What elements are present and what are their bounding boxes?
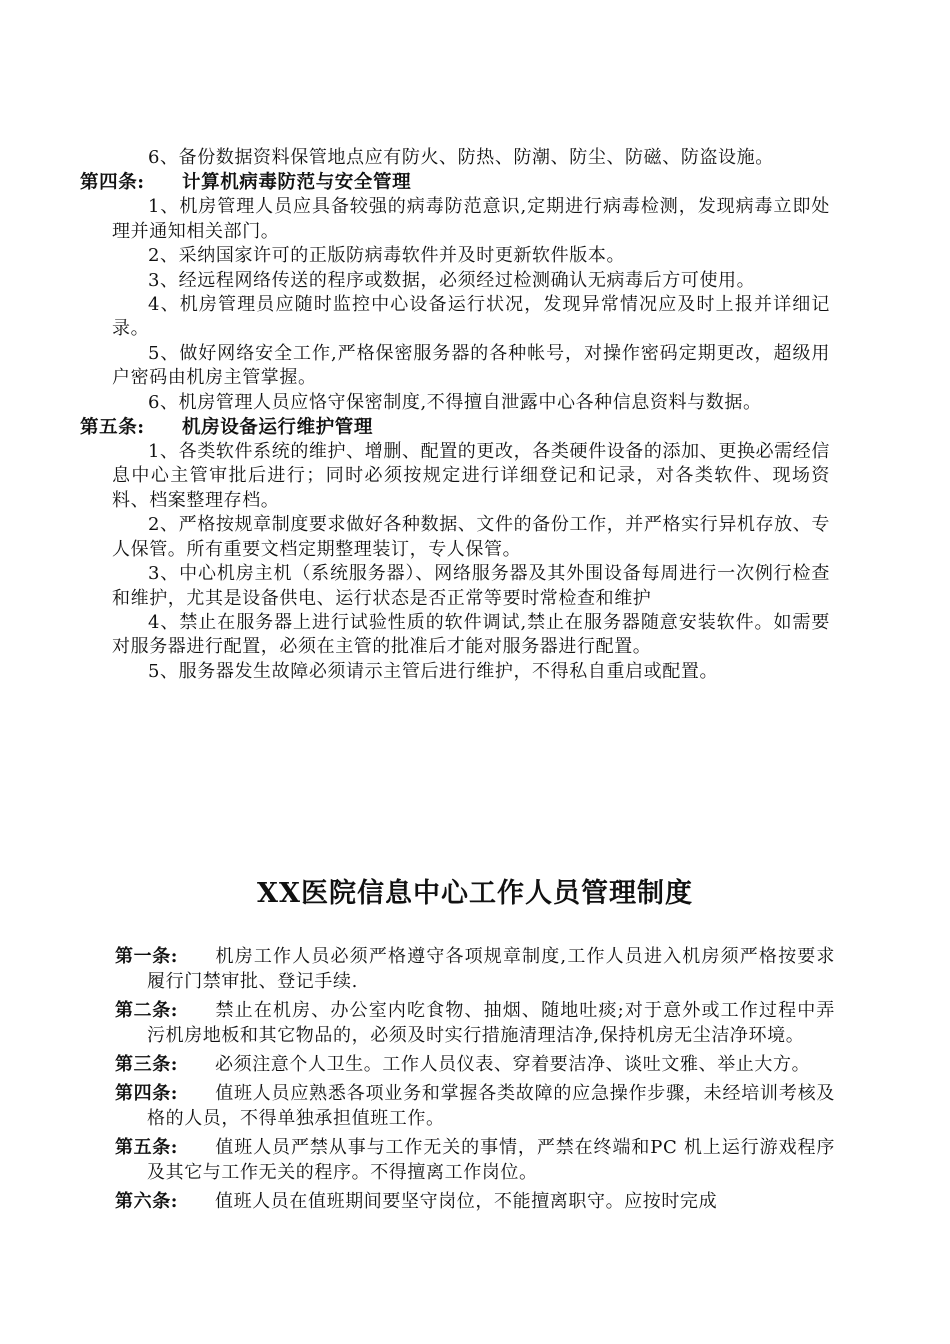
paragraph: 6、备份数据资料保管地点应有防火、防热、防潮、防尘、防磁、防盗设施。 <box>148 147 774 168</box>
list-item: 4、机房管理员应随时监控中心设备运行状况，发现异常情况应及时上报并详细记录。 <box>112 294 830 340</box>
section-rules-part1 <box>80 146 830 684</box>
article-title: 机房设备运行维护管理 <box>182 417 374 439</box>
rule-label: 第六条: <box>115 1191 179 1212</box>
rule-text: 禁止在机房、办公室内吃食物、抽烟、随地吐痰;对于意外或工作过程中弄污机房地板和其它物品的，必须及时实行措施清理洁净,保持机房无尘洁净环境。 <box>147 1000 835 1046</box>
rule-row <box>115 998 835 1048</box>
rule-row <box>115 1189 835 1214</box>
rule-text: 值班人员在值班期间要坚守岗位，不能擅离职守。应按时完成 <box>215 1191 718 1212</box>
list-item: 3、经远程网络传送的程序或数据，必须经过检测确认无病毒后方可使用。 <box>148 269 756 291</box>
rule-label: 第二条: <box>115 1000 179 1021</box>
rule-label: 第四条: <box>115 1083 179 1104</box>
rule-text: 必须注意个人卫生。工作人员仪表、穿着要洁净、谈吐文雅、举止大方。 <box>215 1054 811 1075</box>
list-item: 2、采纳国家许可的正版防病毒软件并及时更新软件版本。 <box>148 245 626 267</box>
rule-row <box>115 944 835 994</box>
rule-text: 值班人员应熟悉各项业务和掌握各类故障的应急操作步骤，未经培训考核及格的人员，不得单独承担值班工作。 <box>147 1083 835 1129</box>
rule-text: 机房工作人员必须严格遵守各项规章制度,工作人员进入机房须严格按要求履行门禁审批、登记手续. <box>147 946 835 992</box>
list-item: 3、中心机房主机（系统服务器）、网络服务器及其外围设备每周进行一次例行检查和维护，尤其是设备供电、运行状态是否正常等要时常检查和维护 <box>112 563 830 609</box>
staff-rules <box>115 944 835 1218</box>
article-label: 第四条: <box>80 172 145 194</box>
document-title: XX医院信息中心工作人员管理制度 <box>257 878 693 909</box>
list-item: 6、机房管理人员应恪守保密制度,不得擅自泄露中心各种信息资料与数据。 <box>148 391 762 413</box>
rule-row <box>115 1052 835 1077</box>
rule-row <box>115 1135 835 1185</box>
article-label: 第五条: <box>80 417 145 439</box>
list-item: 1、机房管理人员应具备较强的病毒防范意识,定期进行病毒检测，发现病毒立即处理并通知相关部门。 <box>112 196 830 242</box>
rule-label: 第一条: <box>115 946 179 967</box>
rule-label: 第三条: <box>115 1054 179 1075</box>
list-item: 1、各类软件系统的维护、增删、配置的更改，各类硬件设备的添加、更换必需经信息中心主管审批后进行；同时必须按规定进行详细登记和记录，对各类软件、现场资料、档案整理存档。 <box>112 441 830 511</box>
rule-text: 值班人员严禁从事与工作无关的事情，严禁在终端和PC 机上运行游戏程序及其它与工作无关的程序。不得擅离工作岗位。 <box>147 1137 835 1183</box>
list-item: 5、做好网络安全工作,严格保密服务器的各种帐号，对操作密码定期更改，超级用户密码由机房主管掌握。 <box>112 342 830 389</box>
list-item: 4、禁止在服务器上进行试验性质的软件调试,禁止在服务器随意安装软件。如需要对服务器进行配置，必须在主管的批准后才能对服务器进行配置。 <box>112 611 830 658</box>
rule-label: 第五条: <box>115 1137 179 1158</box>
list-item: 2、严格按规章制度要求做好各种数据、文件的备份工作，并严格实行异机存放、专人保管。所有重要文档定期整理装订，专人保管。 <box>112 514 830 560</box>
rule-row <box>115 1081 835 1131</box>
article-heading <box>80 415 798 440</box>
article-title: 计算机病毒防范与安全管理 <box>182 172 412 194</box>
article-heading <box>80 170 798 195</box>
list-item: 5、服务器发生故障必须请示主管后进行维护，不得私自重启或配置。 <box>148 660 719 682</box>
